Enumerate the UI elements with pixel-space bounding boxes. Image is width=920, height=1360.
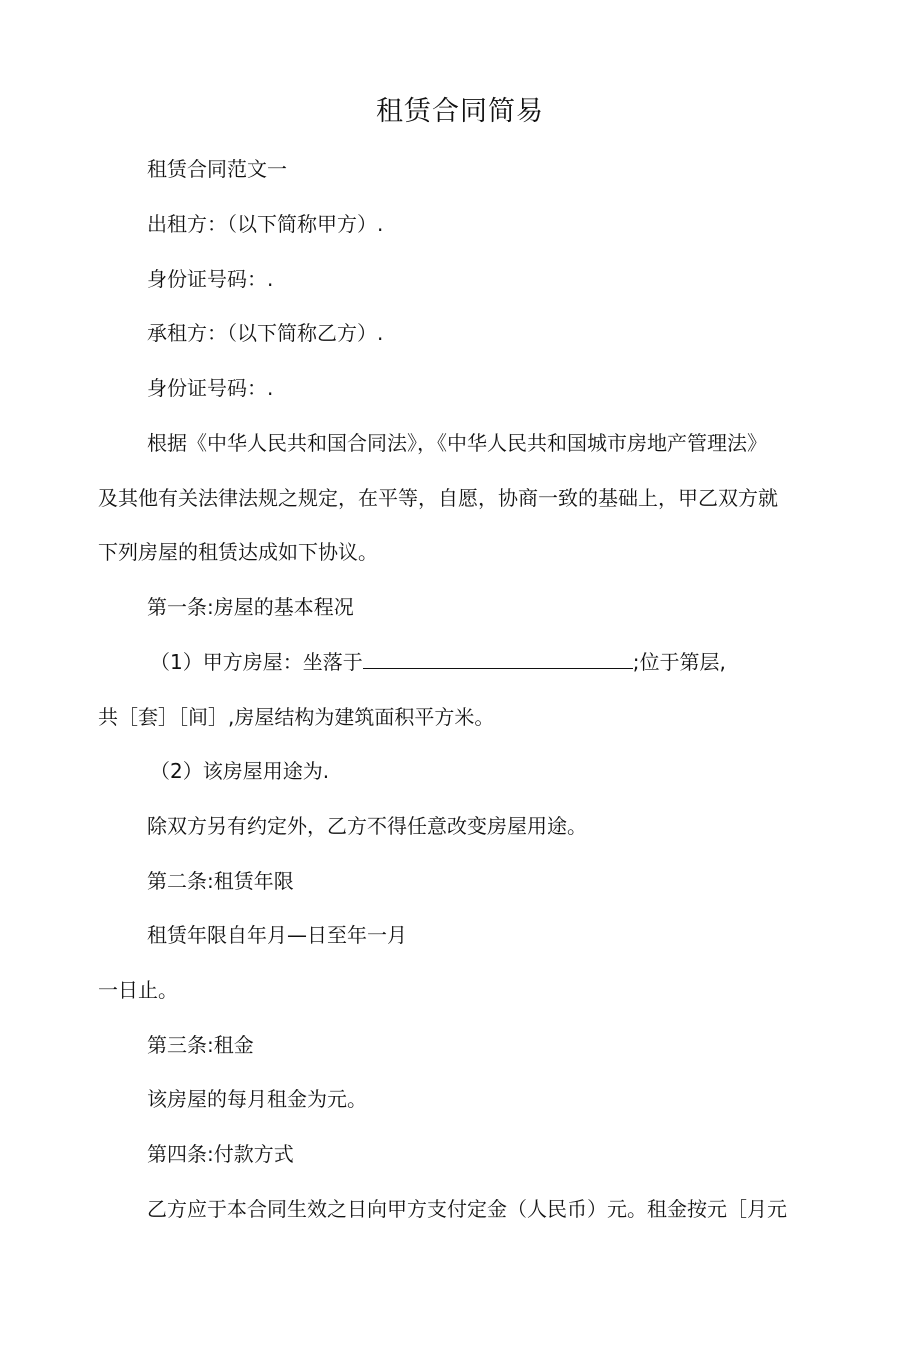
article-2-heading: 第二条:租赁年限: [147, 869, 294, 893]
article-1-item-2: （2）该房屋用途为.: [150, 759, 330, 783]
location-blank: [363, 648, 633, 669]
lessee-id-line: 身份证号码：.: [147, 376, 274, 400]
article-2-term-line-2: 一日止。: [98, 978, 178, 1002]
article-1-heading: 第一条:房屋的基本程况: [147, 595, 354, 619]
article-1-item-1-line: [150, 648, 726, 676]
lessor-id-line: 身份证号码：.: [147, 267, 274, 291]
document-title: 租赁合同简易: [376, 96, 544, 127]
article-4-heading: 第四条:付款方式: [147, 1142, 294, 1166]
lessor-line: 出租方：（以下简称甲方）.: [147, 212, 384, 236]
lessee-line: 承租方：（以下简称乙方）.: [147, 321, 384, 345]
article-1-item-1-continued: 共［套］［间］,房屋结构为建筑面积平方米。: [98, 705, 495, 729]
article-3-heading: 第三条:租金: [147, 1033, 254, 1057]
paragraph-basis-line-3: 下列房屋的租赁达成如下协议。: [98, 540, 378, 564]
article-2-term-line-1: 租赁年限自年月—日至年一月: [147, 923, 407, 947]
contract-sample-heading: 租赁合同范文一: [147, 157, 287, 181]
paragraph-basis-line-1: 根据《中华人民共和国合同法》，《中华人民共和国城市房地产管理法》: [147, 431, 767, 455]
item-1-floor-text: ;位于第层,: [632, 650, 726, 674]
article-1-usage-note: 除双方另有约定外，乙方不得任意改变房屋用途。: [147, 814, 587, 838]
paragraph-basis-line-2: 及其他有关法律法规之规定，在平等，自愿，协商一致的基础上，甲乙双方就: [98, 486, 778, 510]
article-3-rent-line: 该房屋的每月租金为元。: [147, 1087, 367, 1111]
article-4-payment-line: 乙方应于本合同生效之日向甲方支付定金（人民币）元。租金按元［月元: [147, 1197, 787, 1221]
item-1-text: （1）甲方房屋：坐落于: [150, 650, 363, 674]
